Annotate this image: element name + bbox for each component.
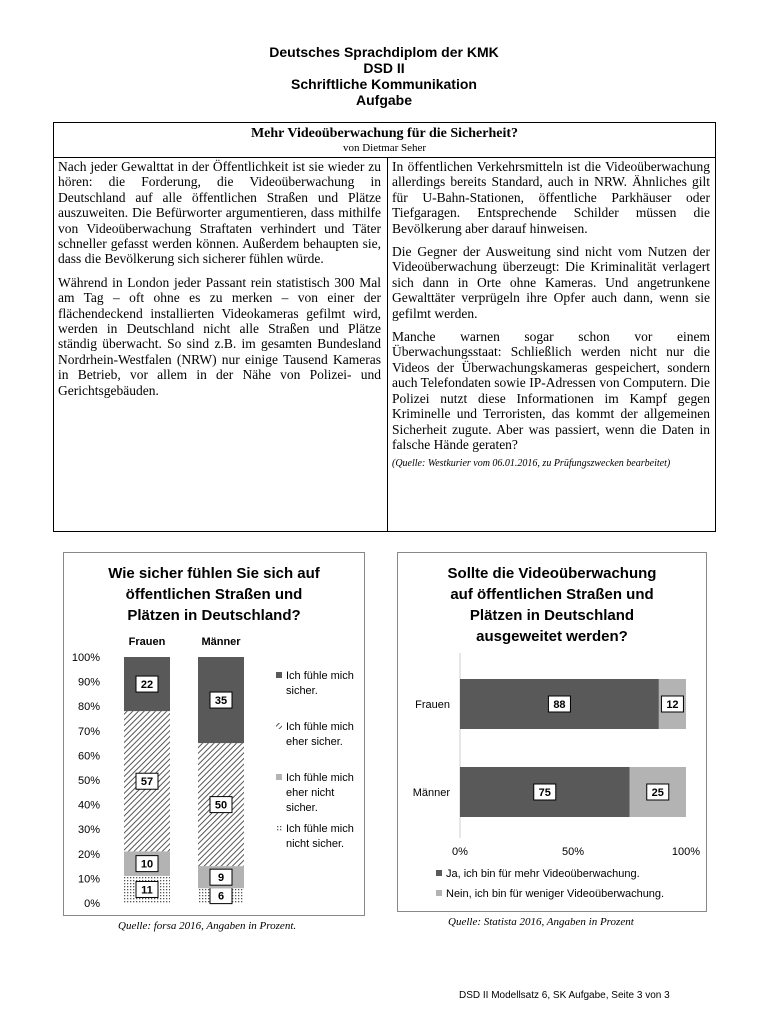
article-box	[53, 122, 716, 532]
article-paragraph: Nach jeder Gewalttat in der Öffentlichkeit ist sie wieder zu hören: die Forderung, die Videoüberwachung in Deutschland auf alle öffentlichen Straßen und Plätze auszuweiten. Die Befürworter argumentieren, dass mithilfe von Videoüberwachung Straftaten verhindert und Täter schneller gefasst werden können. Außerdem behaupten sie, dass die Bevölkerung sich sicherer fühlen würde.	[58, 159, 381, 267]
chart1-title-line: öffentlichen Straßen und	[125, 586, 303, 603]
data-label: 35	[214, 695, 228, 708]
article-right-column	[392, 158, 710, 531]
data-label: 11	[141, 884, 153, 897]
data-label: 12	[666, 699, 679, 711]
article-left-column	[58, 158, 381, 531]
legend-label: Ich fühle mich	[286, 772, 354, 784]
chart1-title-line: Plätzen in Deutschland?	[127, 607, 301, 624]
legend-swatch	[436, 890, 442, 896]
chart1-caption: Quelle: forsa 2016, Angaben in Prozent.	[118, 920, 297, 932]
legend-label: Nein, ich bin für weniger Videoüberwachung.	[446, 888, 665, 900]
page-footer: DSD II Modellsatz 6, SK Aufgabe, Seite 3 von 3	[459, 990, 670, 1001]
legend-label: sicher.	[286, 685, 318, 697]
category-label: Männer	[201, 636, 241, 648]
header-line-1: Deutsches Sprachdiplom der KMK	[269, 44, 499, 60]
column-divider	[387, 158, 388, 531]
chart2-plot	[398, 553, 706, 911]
legend-label: eher sicher.	[286, 736, 343, 748]
legend-swatch	[276, 723, 282, 729]
data-label: 75	[538, 787, 551, 799]
article-heading	[54, 123, 715, 158]
y-tick-label: 90%	[77, 676, 100, 689]
legend-label: Ich fühle mich	[286, 823, 354, 835]
category-label: Frauen	[128, 636, 166, 648]
legend-label: nicht sicher.	[286, 838, 345, 850]
chart1-plot	[64, 553, 364, 915]
article-paragraph: Manche warnen sogar schon vor einem Überwachungsstaat: Schließlich werden nicht nur die Videos der Überwachungskameras gespeichert, sondern auch Telefondaten sowie IP-Adressen von Computern. Die Polizei nutzt diese Informationen im Kampf gegen Kriminelle und Terroristen, das kommt der allgemeinen Sicherheit zugute. Aber was passiert, wenn die Daten in falsche Hände geraten?	[392, 329, 710, 452]
data-label: 6	[217, 890, 225, 903]
data-label: 25	[651, 787, 664, 799]
x-tick-label: 100%	[671, 846, 701, 858]
y-tick-label: 70%	[77, 725, 100, 738]
header-line-4: Aufgabe	[356, 92, 412, 108]
data-label: 88	[553, 699, 566, 711]
y-tick-label: 10%	[77, 873, 100, 886]
category-label: Frauen	[415, 699, 450, 711]
chart2-caption: Quelle: Statista 2016, Angaben in Prozent	[448, 916, 634, 928]
legend-label: Ja, ich bin für mehr Videoüberwachung.	[446, 868, 640, 880]
chart-safety-feeling	[63, 552, 365, 916]
y-tick-label: 0%	[84, 898, 100, 910]
document-header	[0, 44, 768, 108]
article-columns	[54, 158, 715, 531]
chart2-title-line: ausgeweitet werden?	[476, 628, 628, 645]
x-tick-label: 50%	[561, 846, 585, 858]
y-tick-label: 40%	[77, 799, 100, 812]
data-label: 22	[140, 679, 154, 692]
chart-expand-surveillance	[397, 552, 707, 912]
data-label: 57	[140, 776, 154, 789]
data-label: 10	[140, 858, 154, 871]
legend-swatch	[276, 774, 282, 780]
y-tick-label: 80%	[77, 701, 100, 714]
chart2-title-line: auf öffentlichen Straßen und	[450, 586, 654, 603]
header-line-3: Schriftliche Kommunikation	[291, 76, 477, 92]
article-title: Mehr Videoüberwachung für die Sicherheit?	[250, 126, 519, 141]
y-tick-label: 30%	[77, 824, 100, 837]
article-author: von Dietmar Seher	[342, 142, 427, 154]
category-label: Männer	[412, 787, 450, 799]
chart2-title-line: Sollte die Videoüberwachung	[447, 565, 657, 582]
legend-label: sicher.	[286, 802, 318, 814]
legend-label: Ich fühle mich	[286, 721, 354, 733]
article-source: (Quelle: Westkurier vom 06.01.2016, zu Prüfungszwecken bearbeitet)	[392, 458, 671, 470]
data-label: 50	[214, 799, 228, 812]
header-line-2: DSD II	[363, 60, 405, 76]
y-tick-label: 50%	[77, 775, 100, 787]
legend-swatch	[276, 825, 282, 831]
x-tick-label: 0%	[452, 846, 468, 858]
chart2-title-line: Plätzen in Deutschland	[469, 607, 635, 624]
y-tick-label: 60%	[77, 750, 100, 763]
legend-label: Ich fühle mich	[286, 670, 354, 682]
data-label: 9	[217, 872, 225, 885]
y-tick-label: 20%	[77, 848, 100, 861]
chart1-title-line: Wie sicher fühlen Sie sich auf	[108, 565, 320, 582]
article-paragraph: Während in London jeder Passant rein statistisch 300 Mal am Tag – oft ohne es zu merken – von einer der flächendeckend installierten Videokameras gefilmt wird, werden in Deutschland nicht alle Straßen und Plätze ständig überwacht. So sind z.B. im gesamten Bundesland Nordrhein-Westfalen (NRW) nur einige Tausend Kameras in Betrieb, vor allem in der Nähe von Polizei- und Gerichtsgebäuden.	[58, 274, 381, 398]
legend-label: eher nicht	[286, 787, 335, 799]
y-tick-label: 100%	[71, 652, 100, 664]
article-paragraph: In öffentlichen Verkehrsmitteln ist die Videoüberwachung allerdings bereits Standard, auch in NRW. Ähnliches gilt für U-Bahn-Stationen, öffentliche Parkhäuser oder Tiefgaragen. Entsprechende Schilder müssen die Bevölkerung aber darauf hinweisen.	[392, 159, 710, 236]
legend-swatch	[276, 672, 282, 678]
legend-swatch	[436, 870, 442, 876]
article-paragraph: Die Gegner der Ausweitung sind nicht vom Nutzen der Videoüberwachung überzeugt: Die Kriminalität verlagert sich dann in Orte ohne Kameras. Und angetrunkene Gewalttäter verprügeln ihre Opfer auch dann, wenn sie gefilmt werden.	[392, 244, 710, 321]
